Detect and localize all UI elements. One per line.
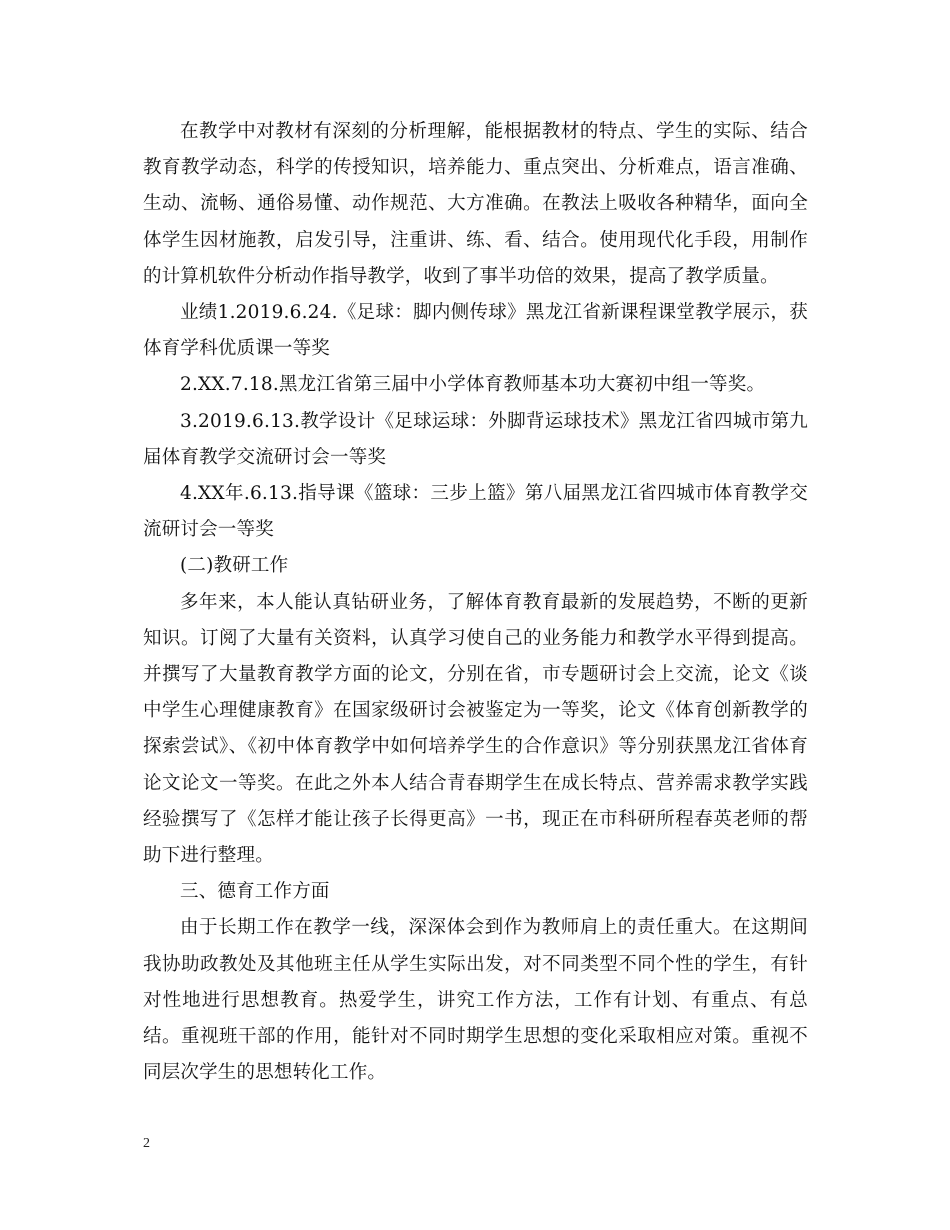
section-heading-moral-education: 三、德育工作方面: [180, 881, 330, 903]
section-heading-research: (二)教研工作: [180, 555, 289, 577]
page-number: 2: [143, 1136, 150, 1151]
paragraph-achievement-4: 4.XX年.6.13.指导课《篮球：三步上篮》第八届黑龙江省四城市体育教学交流研讨会一等奖: [143, 483, 808, 541]
paragraph-achievement-2: 2.XX.7.18.黑龙江省第三届中小学体育教师基本功大赛初中组一等奖。: [180, 374, 766, 396]
paragraph-moral-education: 由于长期工作在教学一线，深深体会到作为教师肩上的责任重大。在这期间我协助政教处及其他班主任从学生实际出发，对不同类型不同个性的学生，有针对性地进行思想教育。热爱学生，讲究工作方法，工作有计划、有重点、有总结。重视班干部的作用，能针对不同时期学生思想的变化采取相应对策。重视不同层次学生的思想转化工作。: [143, 917, 808, 1084]
paragraph-achievement-1: 业绩1.2019.6.24.《足球：脚内侧传球》黑龙江省新课程课堂教学展示，获体育学科优质课一等奖: [143, 302, 808, 360]
paragraph-research-work: 多年来，本人能认真钻研业务，了解体育教育最新的发展趋势，不断的更新知识。订阅了大量有关资料，认真学习使自己的业务能力和教学水平得到提高。并撰写了大量教育教学方面的论文，分别在省，市专题研讨会上交流，论文《谈中学生心理健康教育》在国家级研讨会被鉴定为一等奖，论文《体育创新教学的探索尝试》、《初中体育教学中如何培养学生的合作意识》等分别获黑龙江省体育论文论文一等奖。在此之外本人结合青春期学生在成长特点、营养需求教学实践经验撰写了《怎样才能让孩子长得更高》一书，现正在市科研所程春英老师的帮助下进行整理。: [143, 591, 808, 867]
document-body: [143, 114, 808, 1091]
paragraph-teaching-approach: 在教学中对教材有深刻的分析理解，能根据教材的特点、学生的实际、结合教育教学动态，科学的传授知识，培养能力、重点突出、分析难点，语言准确、生动、流畅、通俗易懂、动作规范、大方准确。在教法上吸收各种精华，面向全体学生因材施教，启发引导，注重讲、练、看、结合。使用现代化手段，用制作的计算机软件分析动作指导教学，收到了事半功倍的效果，提高了教学质量。: [143, 121, 808, 287]
paragraph-achievement-3: 3.2019.6.13.教学设计《足球运球：外脚背运球技术》黑龙江省四城市第九届体育教学交流研讨会一等奖: [143, 410, 808, 468]
